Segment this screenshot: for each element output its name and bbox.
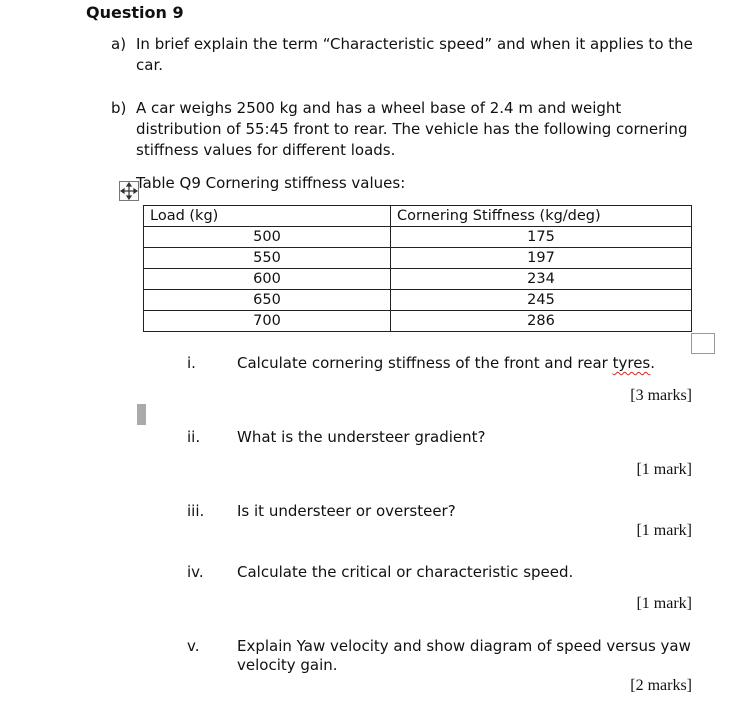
stiffness-cell: 286 [391, 311, 692, 332]
table-end-marker[interactable] [691, 333, 715, 354]
load-cell: 700 [144, 311, 391, 332]
cornering-stiffness-table [143, 205, 692, 332]
subquestion-v-line-1: Explain Yaw velocity and show diagram of speed versus yaw [237, 637, 691, 655]
part-a-line-1: In brief explain the term “Characteristic speed” and when it applies to the [136, 35, 693, 53]
stiffness-cell: 234 [391, 269, 692, 290]
header-load: Load (kg) [144, 206, 391, 227]
part-b-line-2: distribution of 55:45 front to rear. The vehicle has the following cornering [136, 120, 688, 138]
part-a-line-2: car. [136, 56, 163, 74]
load-cell: 600 [144, 269, 391, 290]
part-b-label: b) [111, 99, 127, 117]
table-header-row [144, 206, 692, 227]
load-cell: 650 [144, 290, 391, 311]
subquestion-v-line-2: velocity gain. [237, 656, 338, 674]
subquestion-iii-text: Is it understeer or oversteer? [237, 502, 456, 520]
subquestion-iv-number: iv. [187, 563, 204, 581]
table-row [144, 248, 692, 269]
header-cornering-stiffness: Cornering Stiffness (kg/deg) [391, 206, 692, 227]
table-row [144, 269, 692, 290]
part-a-label: a) [111, 35, 127, 53]
stiffness-cell: 245 [391, 290, 692, 311]
table-caption: Table Q9 Cornering stiffness values: [136, 174, 406, 192]
subquestion-v-marks: [2 marks] [630, 677, 692, 694]
load-cell: 500 [144, 227, 391, 248]
subquestion-iii-marks: [1 mark] [636, 522, 692, 539]
load-cell: 550 [144, 248, 391, 269]
text-cursor-marker [137, 404, 146, 425]
subquestion-v-number: v. [187, 637, 200, 655]
table-row [144, 227, 692, 248]
stiffness-cell: 175 [391, 227, 692, 248]
question-title: Question 9 [86, 3, 184, 22]
subquestion-i-text-after: . [650, 354, 656, 372]
subquestion-iv-text: Calculate the critical or characteristic speed. [237, 563, 574, 581]
table-row [144, 290, 692, 311]
part-b-line-3: stiffness values for different loads. [136, 141, 396, 159]
subquestion-i-number: i. [187, 354, 196, 372]
subquestion-ii-text: What is the understeer gradient? [237, 428, 486, 446]
part-b-line-1: A car weighs 2500 kg and has a wheel base of 2.4 m and weight [136, 99, 622, 117]
spelling-flagged-word[interactable]: tyres [612, 354, 651, 372]
subquestion-i-text [237, 353, 655, 374]
subquestion-ii-number: ii. [187, 428, 201, 446]
subquestion-i-text-before: Calculate cornering stiffness of the front and rear [237, 354, 613, 372]
subquestion-ii-marks: [1 mark] [636, 461, 692, 478]
subquestion-iv-marks: [1 mark] [636, 595, 692, 612]
subquestion-iii-number: iii. [187, 502, 205, 520]
stiffness-cell: 197 [391, 248, 692, 269]
subquestion-i-marks: [3 marks] [630, 387, 692, 404]
table-row [144, 311, 692, 332]
